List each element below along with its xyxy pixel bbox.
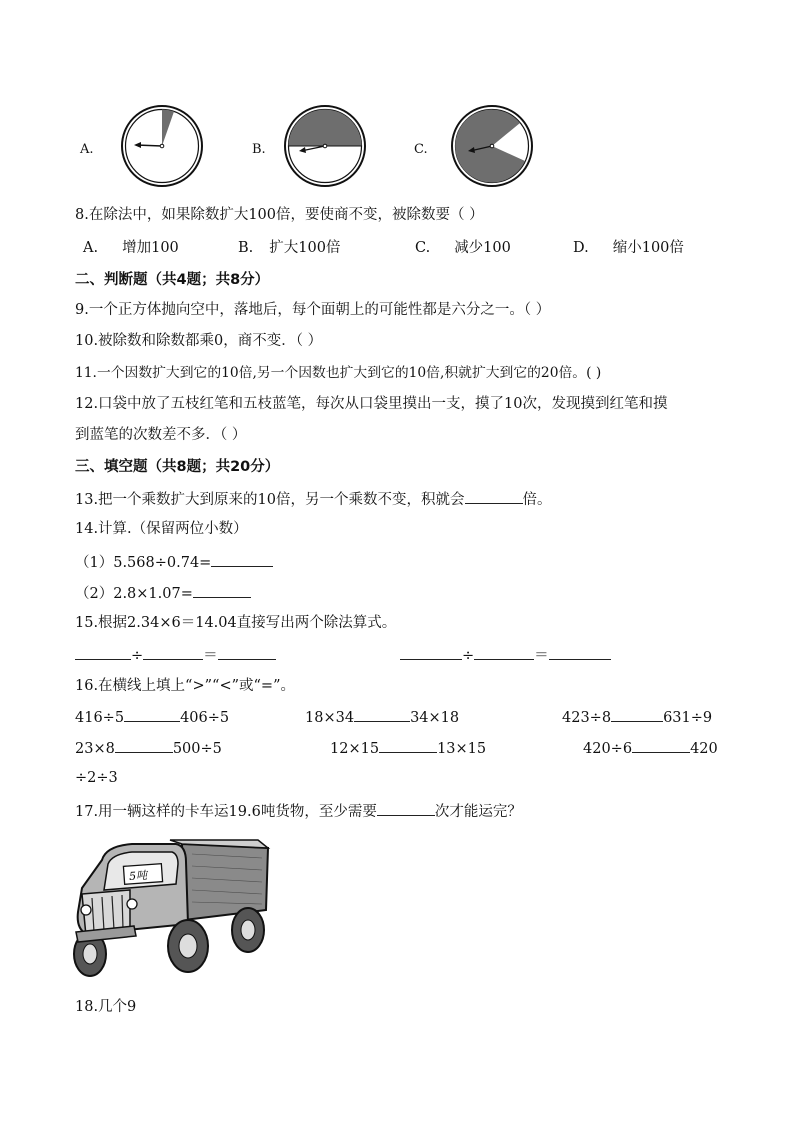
q8-option-d-letter: D.	[573, 240, 589, 256]
truck-cargo-bed	[182, 844, 268, 920]
q15-eq2-blank-2[interactable]	[474, 644, 534, 660]
circle-a-pivot	[160, 144, 164, 148]
q16-row-1-item-3	[562, 706, 712, 728]
q16-r2-left-2: 12×15	[330, 741, 380, 757]
section-2-title: 二、判断题（共4题；共8分）	[75, 272, 270, 288]
q16-r2-left-1: 23×8	[75, 741, 115, 757]
q15-eq2-divide-sign: ÷	[462, 648, 475, 664]
q8-option-b[interactable]	[238, 238, 340, 258]
question-14-part-1-text: （1）5.568÷0.74=	[75, 555, 212, 571]
q8-option-a-letter: A.	[83, 240, 99, 256]
q15-eq1-blank-1[interactable]	[75, 644, 131, 660]
truck-headlight-right	[127, 899, 137, 909]
q16-r2-right-2: 13×15	[437, 741, 487, 757]
question-16-stem: 16.在横线上填上“>”“<”或“=”。	[75, 678, 295, 694]
q16-r2-right-3: 420	[690, 741, 718, 757]
circle-c-pivot	[490, 144, 494, 148]
circle-a-figure	[118, 104, 206, 188]
question-13	[75, 488, 552, 510]
q8-option-d[interactable]	[573, 238, 684, 258]
q8-option-d-text: 缩小100倍	[612, 240, 684, 256]
q15-eq1-blank-2[interactable]	[143, 644, 203, 660]
q16-r2-right-1: 500÷5	[172, 741, 222, 757]
question-14-stem: 14.计算.（保留两位小数）	[75, 521, 248, 537]
q8-option-b-letter: B.	[238, 240, 254, 256]
q16-r1-blank-3[interactable]	[611, 706, 663, 722]
question-17	[75, 800, 522, 822]
question-14-part-2-text: （2）2.8×1.07=	[75, 586, 193, 602]
q8-option-c-letter: C.	[415, 240, 431, 256]
q16-r1-left-3: 423÷8	[562, 710, 612, 726]
q16-row-1-item-2	[305, 706, 459, 728]
circle-c-figure	[448, 103, 536, 189]
q16-r1-right-2: 34×18	[410, 710, 460, 726]
q8-option-c[interactable]	[415, 238, 511, 258]
question-15-equation-1	[75, 644, 276, 666]
option-c-label: C.	[414, 142, 428, 157]
q16-r1-blank-2[interactable]	[354, 706, 410, 722]
truck-illustration	[72, 832, 277, 980]
q16-r2-blank-2[interactable]	[379, 737, 437, 753]
question-14-part-2	[75, 582, 251, 604]
question-12-line-2: 到蓝笔的次数差不多．（ ）	[75, 427, 247, 443]
q16-r1-left-2: 18×34	[305, 710, 355, 726]
question-14-part-2-blank[interactable]	[193, 582, 251, 598]
q16-row-2-item-3	[583, 737, 718, 759]
question-12-line-1: 12.口袋中放了五枝红笔和五枝蓝笔，每次从口袋里摸出一支，摸了10次，发现摸到红笔和摸	[75, 396, 668, 412]
question-13-blank[interactable]	[465, 488, 523, 504]
circle-b-pivot	[323, 144, 327, 148]
question-13-suffix: 倍。	[522, 492, 552, 508]
question-14-part-1	[75, 551, 273, 573]
section-3-title: 三、填空题（共8题；共20分）	[75, 459, 280, 475]
option-b-label: B.	[252, 142, 266, 157]
q8-option-b-text: 扩大100倍	[269, 240, 341, 256]
circle-b-arrowhead	[299, 147, 306, 153]
option-a-label: A.	[80, 142, 94, 157]
question-8-stem: 8.在除法中，如果除数扩大100倍，要使商不变，被除数要（ ）	[75, 207, 484, 223]
q16-row-2-item-1	[75, 737, 222, 759]
q16-row-3-continuation: ÷2÷3	[75, 770, 118, 786]
truck-label-text: 5吨	[128, 868, 148, 883]
q8-option-a-text: 增加100	[122, 240, 179, 256]
question-17-suffix: 次才能运完？	[434, 804, 522, 820]
question-9: 9.一个正方体抛向空中，落地后，每个面朝上的可能性都是六分之一。（ ）	[75, 302, 551, 318]
q15-eq2-blank-3[interactable]	[549, 644, 611, 660]
question-17-text: 17.用一辆这样的卡车运19.6吨货物，至少需要	[75, 804, 377, 820]
q15-eq2-blank-1[interactable]	[400, 644, 462, 660]
truck-headlight-left	[81, 905, 91, 915]
question-18: 18.几个9	[75, 999, 137, 1015]
q8-option-c-text: 减少100	[454, 240, 511, 256]
q15-eq1-divide-sign: ÷	[131, 648, 144, 664]
q16-r2-blank-1[interactable]	[115, 737, 173, 753]
q16-row-1-item-1	[75, 706, 229, 728]
question-17-blank[interactable]	[377, 800, 435, 816]
circle-a-shaded-sector	[162, 109, 174, 146]
q16-r1-left-1: 416÷5	[75, 710, 125, 726]
q15-eq1-blank-3[interactable]	[218, 644, 276, 660]
q16-row-2-item-2	[330, 737, 486, 759]
question-15-stem: 15.根据2.34×6＝14.04直接写出两个除法算式。	[75, 615, 397, 631]
question-10: 10.被除数和除数都乘0，商不变．（ ）	[75, 333, 323, 349]
question-13-text: 13.把一个乘数扩大到原来的10倍，另一个乘数不变，积就会	[75, 492, 465, 508]
q8-option-a[interactable]	[83, 238, 179, 258]
q16-r1-right-1: 406÷5	[180, 710, 230, 726]
circle-a-arrowhead	[134, 142, 141, 148]
q15-eq2-equals-sign: ＝	[534, 648, 549, 664]
circle-b-figure	[281, 104, 369, 188]
question-15-equation-2	[400, 644, 611, 666]
q16-r1-right-3: 631÷9	[663, 710, 713, 726]
q15-eq1-equals-sign: ＝	[203, 648, 218, 664]
q16-r2-left-3: 420÷6	[583, 741, 633, 757]
q16-r2-blank-3[interactable]	[632, 737, 690, 753]
question-14-part-1-blank[interactable]	[211, 551, 273, 567]
q16-r1-blank-1[interactable]	[124, 706, 180, 722]
question-11: 11.一个因数扩大到它的10倍,另一个因数也扩大到它的10倍,积就扩大到它的20倍。( )	[75, 365, 602, 381]
